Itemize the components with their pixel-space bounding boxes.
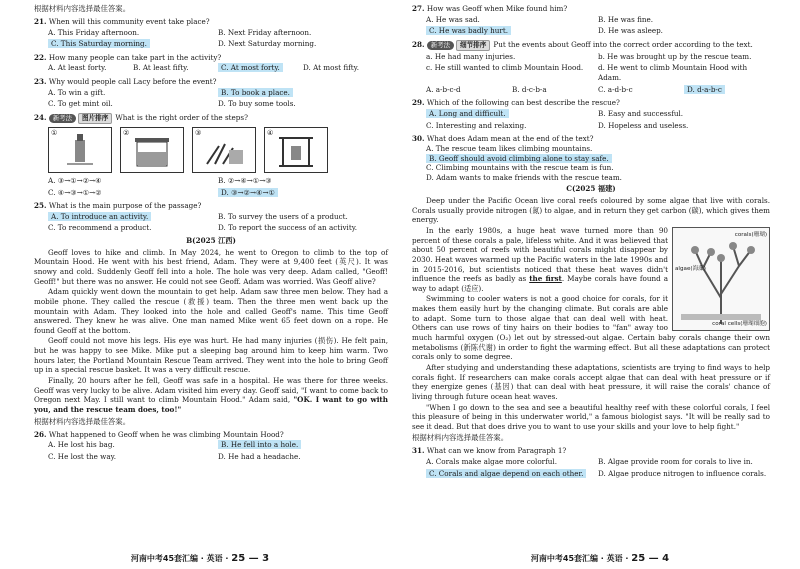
stand-icon bbox=[265, 128, 327, 172]
page-footer: 河南中考45套汇编 · 英语 · 25 — 3 bbox=[130, 553, 270, 564]
bottle-icon bbox=[49, 128, 111, 172]
page-footer: 河南中考45套汇编 · 英语 · 25 — 4 bbox=[530, 553, 670, 564]
type-tag: 细节排序 bbox=[456, 40, 490, 51]
passage-paragraph: Finally, 20 hours after he fell, Geoff was safe in a hospital. He was there for three weeks. Geoff was very lucky to be alive. Adam visited him every day. Geoff said, "I want to come back to Oregon next May. I still want to climb Mountain Hood." Adam said, "OK. I want to go with you, and the rescue team does, too!" bbox=[34, 376, 388, 414]
step-image-4: ④ bbox=[264, 127, 328, 173]
question-29: 29. Which of the following can best describe the rescue? A. Long and difficult. B. Easy and successful. C. Interesting and relaxing. D. Hopeless and useless. bbox=[412, 98, 770, 131]
step-images bbox=[48, 127, 388, 173]
option: D. He was asleep. bbox=[598, 26, 663, 36]
passage-paragraph: "When I go down to the sea and see a beautiful healthy reef with these colorful corals, I feel this pleasure of being in this underwater world," a famous biologist says. "It will be really sad to see it dead. But that does drive you to want to use your skills and your love to help fight." bbox=[412, 402, 770, 431]
instruction: 根据材料内容选择最佳答案。 bbox=[34, 416, 131, 426]
answer-highlight: C. He was badly hurt. bbox=[426, 26, 511, 35]
answer-highlight: B. Geoff should avoid climbing alone to stay safe. bbox=[426, 154, 612, 163]
option: A. a-b-c-d bbox=[426, 84, 461, 94]
answer-highlight: D. ③→②→④→① bbox=[218, 188, 278, 197]
option: D. Adam wants to make friends with the rescue team. bbox=[426, 172, 622, 182]
page-number: 25 — 3 bbox=[231, 553, 270, 564]
answer-highlight: B. He fell into a hole. bbox=[218, 440, 301, 449]
step-image-1: ① bbox=[48, 127, 112, 173]
option bbox=[426, 154, 770, 164]
option: A. Corals make algae more colorful. bbox=[426, 457, 557, 467]
option bbox=[218, 187, 388, 199]
option bbox=[218, 87, 388, 99]
passage-paragraph: Deep under the Pacific Ocean live coral reefs coloured by some algae that live with corals. Corals usually provide nitrogen (氮) to algae, and in return they get carbon (碳), which gives them energy. bbox=[412, 196, 770, 225]
label-coral-cells: coral cells(珊瑚细胞) bbox=[712, 320, 767, 327]
option: A. At least forty. bbox=[48, 63, 107, 73]
option: A. The rescue team likes climbing mountains. bbox=[426, 143, 593, 153]
question-22: 22. How many people can take part in the activity? A. At least forty. B. At least fifty. C. At most forty. D. At most fifty. bbox=[34, 53, 388, 74]
option: B. Easy and successful. bbox=[598, 108, 684, 118]
page-number: 25 — 4 bbox=[631, 553, 670, 564]
label-corals: corals(珊瑚) bbox=[734, 232, 767, 238]
event-item: a. He had many injuries. bbox=[426, 51, 516, 61]
option: D. To buy some tools. bbox=[218, 99, 296, 109]
jar-icon bbox=[121, 128, 183, 172]
option bbox=[426, 108, 598, 120]
event-item: d. He went to climb Mountain Hood with Adam. bbox=[598, 63, 748, 83]
herbs-icon bbox=[193, 128, 255, 172]
option: A. To win a gift. bbox=[48, 87, 106, 97]
option bbox=[218, 439, 388, 451]
answer-highlight: C. At most forty. bbox=[218, 63, 283, 72]
question-27: 27. How was Geoff when Mike found him? A. He was sad. B. He was fine. C. He was badly hurt. D. He was asleep. bbox=[412, 4, 770, 37]
option: B. To survey the users of a product. bbox=[218, 211, 348, 221]
option bbox=[426, 468, 598, 480]
question-28: 28. 新考法 细节排序 Put the events about Geoff into the correct order according to the text. a. He had many injuries. b. He was brought up by the rescue team. c. He still wanted to climb Mountain Hood. d. He went to climb Mountain Hood with Adam. A. a-b-c-d B. d-c-b-a C. a-d-b-c D. d-a-b-c bbox=[412, 40, 770, 95]
option: B. Next Friday afternoon. bbox=[218, 27, 312, 37]
option: D. At most fifty. bbox=[303, 63, 360, 73]
option bbox=[48, 38, 218, 50]
question-30: 30. What does Adam mean at the end of the text? A. The rescue team likes climbing mountains. B. Geoff should avoid climbing alone to stay safe. C. Climbing mountains with the rescue team is fun. D. Adam wants to make friends with the rescue team. bbox=[412, 134, 770, 182]
option bbox=[48, 211, 218, 223]
option bbox=[684, 84, 770, 96]
passage-paragraph: In the early 1980s, a huge heat wave turned more than 90 percent of these corals a pale, lifeless white. And it was believed that about 50 percent of reefs with beautiful corals might disappear by 2030. Heat waves warmed up the Pacific waters in the late 1990s and in 2015-2016, but scientists noticed that these heat waves didn't influence the reefs as badly as the first. Maybe corals have found a way to adapt (适应). bbox=[412, 226, 668, 293]
option: D. He had a headache. bbox=[218, 451, 301, 461]
option: B. He was fine. bbox=[598, 14, 654, 24]
bold-quote: "OK. I want to go with you, and the rescue team does, too!" bbox=[34, 395, 388, 414]
event-item: c. He still wanted to climb Mountain Hood. bbox=[426, 63, 584, 73]
question-24: 24. 新考法 图片排序 What is the right order of the steps? ① ② ③ ④ A. ③→①→②→④ B. ②→④→①→③ C. ④→③→①→② D. ③→②→④→① bbox=[34, 113, 388, 198]
question-21: 21. When will this community event take place? A. This Friday afternoon. B. Next Friday afternoon. C. This Saturday morning. D. Next Saturday morning. bbox=[34, 17, 388, 50]
type-tag: 图片排序 bbox=[78, 113, 112, 124]
passage-paragraph: Swimming to cooler waters is not a good choice for corals, for it makes them easily hurt by the changing climate. But corals are able to adapt. Some turn to those algae that can deal well with heat. Others can use rows of tiny hairs on their bodies to "fan" away too much harmful oxygen (O₂) let out by stressed-out algae. Certain baby corals change their own metabolisms (新陈代谢) in order to fight the warming effect. But all these adaptations can protect corals only to some degree. bbox=[412, 294, 770, 362]
option: B. At least fifty. bbox=[133, 63, 189, 73]
event-item: b. He was brought up by the rescue team. bbox=[598, 51, 752, 61]
question-23: 23. Why would people call Lacy before the event? A. To win a gift. B. To book a place. C. To get mint oil. D. To buy some tools. bbox=[34, 77, 388, 110]
step-image-2: ② bbox=[120, 127, 184, 173]
option: B. d-c-b-a bbox=[512, 84, 547, 94]
right-column bbox=[412, 4, 770, 479]
passage-paragraph: Geoff could not move his legs. His eye was hurt. He had many injuries (损伤). He felt pain, but he was happy to see Mike. Mike put a sleeping bag around him to keep him warm. Two hours later, the Portland Mountain Rescue Team arrived. They went into the hole to bring Geoff up in a special rescue basket. It was a very difficult rescue. bbox=[34, 336, 388, 375]
option: A. ③→①→②→④ bbox=[48, 175, 102, 185]
step-image-3: ③ bbox=[192, 127, 256, 173]
new-type-tag: 新考法 bbox=[49, 114, 76, 123]
option: A. He lost his bag. bbox=[48, 440, 115, 450]
passage-paragraph: Geoff loves to hike and climb. In May 2024, he went to Oregon to climb to the top of Mountain Hood. He went with his best friend, Adam. They were at 9,400 feet (英尺). It was snowy and cold. Suddenly Geoff fell into a hole. The hole was very deep. Adam called, "Geoff! Geoff!" but there was no answer. He could not see Geoff. Adam was worried. Was Geoff alive? bbox=[34, 247, 388, 286]
question-31: 31. What can we know from Paragraph 1? A. Corals make algae more colorful. B. Algae provide room for corals to live in. C. Corals and algae depend on each other. D. Algae produce nitrogen to influence corals. bbox=[412, 446, 770, 479]
option: C. Interesting and relaxing. bbox=[426, 120, 527, 130]
answer-highlight: B. To book a place. bbox=[218, 88, 293, 97]
option: C. ④→③→①→② bbox=[48, 187, 102, 197]
option bbox=[218, 62, 303, 74]
option: C. To recommend a product. bbox=[48, 223, 152, 233]
option: B. ②→④→①→③ bbox=[218, 175, 272, 185]
passage-paragraph: Adam quickly went down the mountain to get help. Adam saw three men below. They had a mobile phone. They called the rescue (救援) team. Then the three men went back up the mountain with Adam. They looked into the hole and called Geoff's name. This time Geoff answered. They knew he was alive. One man named Mike went 65 feet down on a rope. He found Geoff at the bottom. bbox=[34, 287, 388, 335]
option bbox=[426, 25, 598, 37]
option: B. Algae provide room for corals to live in. bbox=[598, 457, 753, 467]
option: C. He lost the way. bbox=[48, 451, 116, 461]
answer-highlight: C. This Saturday morning. bbox=[48, 39, 150, 48]
option: D. Next Saturday morning. bbox=[218, 39, 317, 49]
left-column bbox=[34, 4, 388, 462]
right-page bbox=[400, 0, 800, 569]
instruction: 根据材料内容选择最佳答案。 bbox=[34, 4, 131, 13]
section-title-c: C(2025 福建) bbox=[566, 184, 616, 194]
option: A. He was sad. bbox=[426, 14, 480, 24]
option: D. Algae produce nitrogen to influence corals. bbox=[598, 468, 767, 478]
option: C. Climbing mountains with the rescue team is fun. bbox=[426, 163, 614, 173]
question-26: 26. What happened to Geoff when he was climbing Mountain Hood? A. He lost his bag. B. He fell into a hole. C. He lost the way. D. He had a headache. bbox=[34, 430, 388, 463]
section-title-b: B(2025 江西) bbox=[186, 236, 236, 246]
underlined-phrase: the first bbox=[529, 274, 562, 284]
coral-illustration bbox=[673, 228, 769, 330]
answer-highlight: C. Corals and algae depend on each other. bbox=[426, 469, 586, 478]
option: D. Hopeless and useless. bbox=[598, 120, 689, 130]
option: A. This Friday afternoon. bbox=[48, 27, 140, 37]
option: D. To report the success of an activity. bbox=[218, 223, 358, 233]
option: C. a-d-b-c bbox=[598, 84, 633, 94]
answer-highlight: D. d-a-b-c bbox=[684, 85, 725, 94]
answer-highlight: A. Long and difficult. bbox=[426, 109, 509, 118]
question-25: 25. What is the main purpose of the passage? A. To introduce an activity. B. To survey the users of a product. C. To recommend a product. D. To report the success of an activity. bbox=[34, 201, 388, 234]
answer-highlight: A. To introduce an activity. bbox=[48, 212, 151, 221]
coral-figure bbox=[672, 227, 770, 331]
passage-paragraph: After studying and understanding these adaptations, scientists are trying to find ways to help corals fight. If researchers can make corals accept algae that can deal with heat pressure or if they energize genes (基因) that can deal with heat pressure, it will raise the corals' chance of living through future ocean heat waves. bbox=[412, 362, 770, 401]
label-algae: algae(海藻) bbox=[675, 266, 706, 272]
instruction: 根据材料内容选择最佳答案。 bbox=[412, 433, 509, 443]
option: C. To get mint oil. bbox=[48, 99, 113, 109]
new-type-tag: 新考法 bbox=[427, 41, 454, 50]
